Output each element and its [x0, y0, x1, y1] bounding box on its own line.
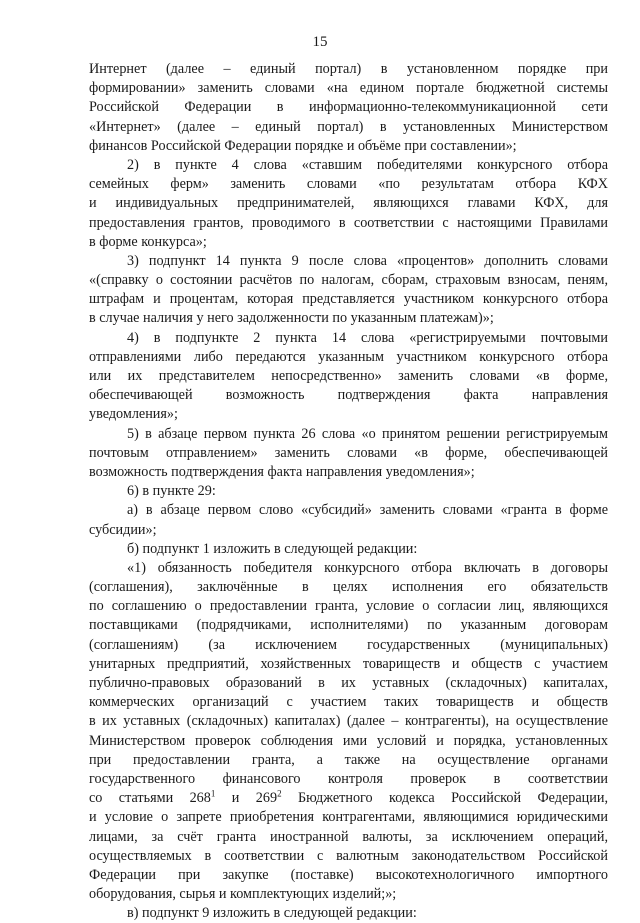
text-line: (соглашения), заключённые в целях исполнения его обязательств: [89, 579, 608, 596]
text-line: предоставления грантов, проводимого в соответствии с настоящими Правилами: [89, 214, 608, 231]
text-line: «(справку о состоянии расчётов по налогам, сборам, страховым взносам, пеням,: [89, 272, 608, 289]
text-line: по соглашению о предоставлении гранта, условие о согласии лиц, являющихся: [89, 598, 608, 615]
text-line: в) подпункт 9 изложить в следующей редакции:: [127, 905, 417, 922]
text-line: Федерации при закупке (поставке) высокотехнологичного импортного: [89, 866, 608, 883]
text-line: лицами, за счёт гранта иностранной валюты, за исключением операций,: [89, 828, 608, 845]
text-segment: и 269: [215, 790, 278, 807]
text-line: Интернет (далее – единый портал) в установленном порядке при: [89, 61, 608, 77]
text-line: коммерческих организаций с участием таких товариществ и обществ: [89, 694, 608, 711]
text-line: в случае наличия у него задолженности по указанным платежам)»;: [89, 310, 494, 327]
text-line: штрафам и процентам, которая представляется участником конкурсного отбора: [89, 291, 608, 308]
text-line: Министерством проверок соблюдения ими условий и порядка, установленных: [89, 732, 608, 749]
text-line: при предоставлении гранта, а также на осуществление органами: [89, 751, 608, 768]
text-line: в форме конкурса»;: [89, 233, 207, 250]
document-body: [89, 60, 608, 923]
text-line: почтовым отправлением» заменить словами «в форме, обеспечивающей: [89, 444, 608, 461]
text-line: (соглашениям) (за исключением государственных (муниципальных): [89, 636, 608, 653]
text-line: формировании» заменить словами «на едином портале бюджетной системы: [89, 80, 608, 97]
text-line: отправлениями либо передаются указанным участником конкурсного отбора: [89, 348, 608, 365]
text-line: возможность подтверждения факта направления уведомления»;: [89, 463, 475, 480]
text-line: «Интернет» (далее – единый портал) в установленных Министерством: [89, 118, 608, 135]
text-line: обеспечивающей возможность подтверждения факта направления: [89, 387, 608, 404]
text-line: 3) подпункт 14 пункта 9 после слова «процентов» дополнить словами: [127, 252, 608, 269]
text-segment: со статьями 268: [89, 790, 211, 807]
text-line: Российской Федерации в информационно-телекоммуникационной сети: [89, 99, 608, 116]
text-line: 6) в пункте 29:: [127, 483, 216, 500]
text-line: в их уставных (складочных) капиталах) (далее – контрагенты), на осуществление: [89, 713, 608, 730]
text-line: оборудования, сырья и комплектующих изделий;»;: [89, 886, 397, 903]
text-line: субсидии»;: [89, 521, 157, 538]
text-line: а) в абзаце первом слово «субсидий» заменить словами «гранта в форме: [127, 502, 608, 519]
text-line: 5) в абзаце первом пункта 26 слова «о принятом решении регистрируемым: [127, 425, 608, 442]
text-line: «1) обязанность победителя конкурсного отбора включать в договоры: [127, 559, 608, 576]
text-line: уведомления»;: [89, 406, 178, 423]
text-line: 2) в пункте 4 слова «ставшим победителями конкурсного отбора: [127, 156, 608, 173]
superscript: 1: [210, 788, 216, 799]
text-segment: Бюджетного кодекса Российской Федерации,: [281, 790, 609, 807]
text-line: финансов Российской Федерации порядке и объёме при составлении»;: [89, 137, 517, 154]
text-line: 4) в подпункте 2 пункта 14 слова «регистрируемыми почтовыми: [127, 329, 608, 346]
text-line: семейных ферм» заменить словами «по результатам отбора КФХ: [89, 176, 608, 193]
text-line: государственного финансового контроля проверок в соответствии: [89, 770, 608, 787]
text-line: публично-правовых образований в их уставных (складочных) капиталах,: [89, 675, 608, 691]
superscript: 2: [277, 788, 282, 799]
text-line: или их представителем непосредственно» заменить словами «в форме,: [89, 368, 608, 384]
text-line: осуществляемых в соответствии с валютным законодательством Российской: [89, 847, 608, 864]
text-line: и индивидуальных предпринимателей, являющихся главами КФХ, для: [89, 195, 608, 212]
text-line: и условие о запрете приобретения контрагентами, являющимися юридическими: [89, 809, 608, 826]
text-line: б) подпункт 1 изложить в следующей редакции:: [127, 540, 418, 557]
page-number: 15: [312, 34, 328, 50]
text-line: унитарных предприятий, хозяйственных товариществ и обществ с участием: [89, 655, 608, 672]
text-line: поставщиками (подрядчиками, исполнителями) по указанным договорам: [89, 617, 608, 634]
text-line: [89, 789, 608, 808]
